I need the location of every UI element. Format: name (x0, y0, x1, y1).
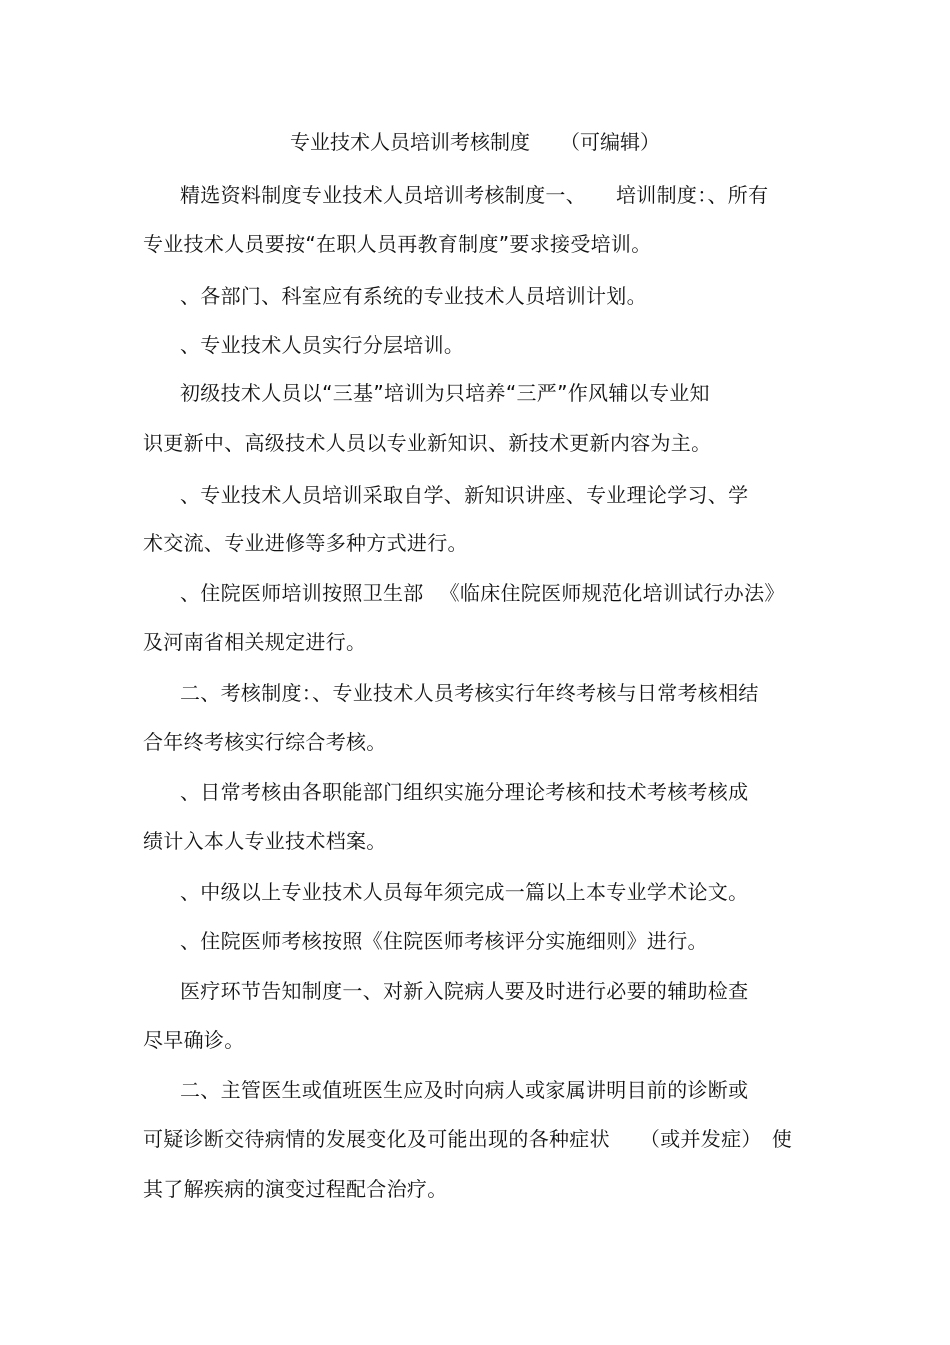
line-segment: 培训制度：、所有 (616, 183, 769, 207)
paragraph-line: 绩计入本人专业技术档案。 (143, 829, 387, 853)
paragraph-line: 合年终考核实行综合考核。 (143, 730, 387, 754)
line-segment: 《临床住院医师规范化培训试行办法》 (439, 581, 785, 605)
paragraph-line: 医疗环节告知制度一、对新入院病人要及时进行必要的辅助检查 (180, 979, 749, 1003)
paragraph-line: 专业技术人员要按“在职人员再教育制度”要求接受培训。 (143, 232, 652, 256)
paragraph-line: 、专业技术人员培训采取自学、新知识讲座、专业理论学习、学 (180, 483, 749, 507)
paragraph-line: 术交流、专业进修等多种方式进行。 (143, 531, 468, 555)
paragraph-line: 、住院医师考核按照《住院医师考核评分实施细则》进行。 (180, 929, 708, 953)
paragraph-line (143, 1126, 792, 1152)
paragraph-line: 、日常考核由各职能部门组织实施分理论考核和技术考核考核成 (180, 780, 749, 804)
line-segment: 使 (771, 1127, 793, 1151)
paragraph-line: 初级技术人员以“三基”培训为只培养“三严”作风辅以专业知 (180, 381, 710, 405)
document-title (0, 129, 950, 155)
paragraph-line (180, 182, 768, 208)
line-segment: （或并发症） (639, 1127, 762, 1151)
paragraph-line: 、专业技术人员实行分层培训。 (180, 333, 465, 357)
paragraph-line: 二、主管医生或值班医生应及时向病人或家属讲明目前的诊断或 (180, 1078, 749, 1102)
title-text: 专业技术人员培训考核制度 (290, 130, 530, 154)
paragraph-line: 二、考核制度：、专业技术人员考核实行年终考核与日常考核相结 (180, 681, 759, 705)
paragraph-line: 及河南省相关规定进行。 (143, 630, 367, 654)
paragraph-line: 其了解疾病的演变过程配合治疗。 (143, 1177, 448, 1201)
line-segment: 可疑诊断交待病情的发展变化及可能出现的各种症状 (143, 1127, 610, 1151)
paragraph-line: 、中级以上专业技术人员每年须完成一篇以上本专业学术论文。 (180, 880, 749, 904)
paragraph-line: 尽早确诊。 (143, 1028, 245, 1052)
line-segment: 精选资料制度专业技术人员培训考核制度一、 (180, 183, 586, 207)
title-suffix: （可编辑） (560, 130, 660, 154)
paragraph-line: 、各部门、科室应有系统的专业技术人员培训计划。 (180, 284, 647, 308)
paragraph-line (180, 580, 785, 606)
paragraph-line: 识更新中、高级技术人员以专业新知识、新技术更新内容为主。 (143, 431, 712, 455)
line-segment: 、住院医师培训按照卫生部 (180, 581, 424, 605)
